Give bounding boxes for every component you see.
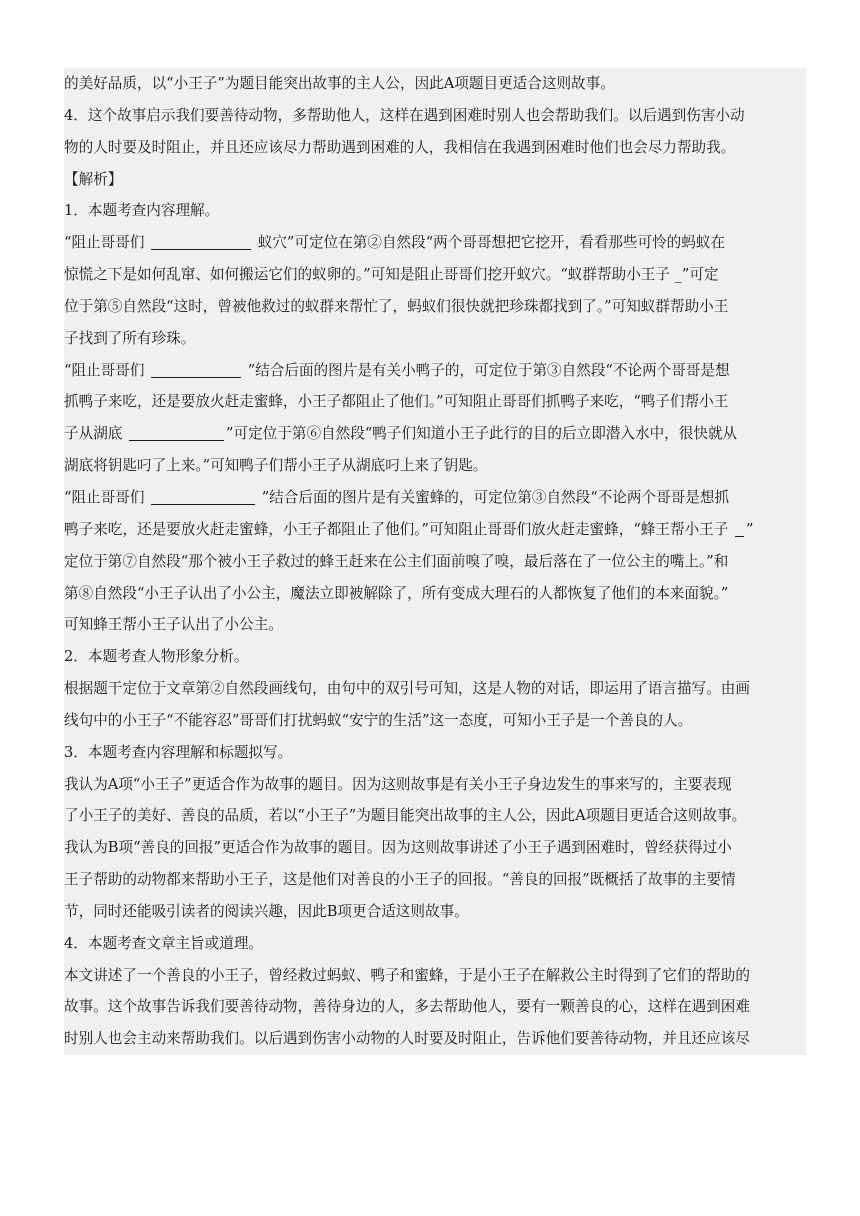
text-line: 定位于第⑦自然段“那个被小王子救过的蜂王赶来在公主们面前嗅了嗅，最后落在了一位公主的嘴上。”和 (64, 552, 729, 570)
text-fragment: “阻止哥哥们 (64, 488, 145, 506)
text-line: 我认为A项“小王子”更适合作为故事的题目。因为这则故事是有关小王子身边发生的事来写的，主要表现 (64, 775, 732, 793)
text-fragment: 蚁穴”可定位在第②自然段“两个哥哥想把它挖开，看看那些可怜的蚂蚁在 (257, 234, 726, 252)
text-line: 线句中的小王子“不能容忍”哥哥们打扰蚂蚁“安宁的生活”这一态度，可知小王子是一个善良的人。 (64, 711, 693, 729)
question-heading: 3．本题考查内容理解和标题拟写。 (64, 743, 293, 761)
text-line: 时别人也会主动来帮助我们。以后遇到伤害小动物的人时要及时阻止，告诉他们要善待动物，并且还应该尽 (64, 1030, 750, 1048)
text-line: 了小王子的美好、善良的品质，若以“小王子”为题目能突出故事的主人公，因此A项题目更适合这则故事。 (64, 807, 747, 825)
text-line: 本文讲述了一个善良的小王子，曾经救过蚂蚁、鸭子和蜜蜂，于是小王子在解救公主时得到了它们的帮助的 (64, 966, 750, 984)
text-line: 抓鸭子来吃，还是要放火赶走蜜蜂，小王子都阻止了他们。”可知阻止哥哥们抓鸭子来吃，“鸭子们帮小王 (64, 393, 729, 411)
text-line: 可知蜂王帮小王子认出了小公主。 (64, 616, 283, 634)
text-line: 根据题干定位于文章第②自然段画线句，由句中的双引号可知，这是人物的对话，即运用了语言描写。由画 (64, 680, 750, 698)
text-line: 王子帮助的动物都来帮助小王子，这是他们对善良的小王子的回报。“善良的回报”既概括了故事的主要情 (64, 871, 736, 889)
text-fragment: “阻止哥哥们 (64, 361, 145, 379)
text-line: 第⑧自然段“小王子认出了小公主，魔法立即被解除了，所有变成大理石的人都恢复了他们的本来面貌。” (64, 584, 729, 602)
text-fragment: 子从湖底 (64, 425, 123, 443)
fill-blank (151, 361, 241, 378)
section-heading: 【解析】 (64, 170, 123, 188)
question-heading: 2．本题考查人物形象分析。 (64, 648, 249, 666)
text-line: 我认为B项“善良的回报”更适合作为故事的题目。因为这则故事讲述了小王子遇到困难时，曾经获得过小 (64, 839, 732, 857)
text-line: 惊慌之下是如何乱窜、如何搬运它们的蚁卵的。”可知是阻止哥哥们挖开蚁穴。“蚁群帮助小王子 _”可定 (64, 266, 719, 284)
text-fragment: ”可定位于第⑥自然段“鸭子们知道小王子此行的目的后立即潜入水中，很快就从 (226, 425, 738, 443)
text-line (64, 482, 806, 514)
text-line: 位于第⑤自然段“这时，曾被他救过的蚁群来帮忙了，蚂蚁们很快就把珍珠都找到了。”可知蚁群帮助小王 (64, 297, 729, 315)
text-fragment: ”结合后面的图片是有关小鸭子的，可定位于第③自然段“不论两个哥哥是想 (247, 361, 730, 379)
fill-blank (151, 488, 255, 505)
fill-blank (735, 520, 744, 537)
question-heading: 1．本题考查内容理解。 (64, 202, 220, 220)
question-heading: 4．本题考查文章主旨或道理。 (64, 934, 264, 952)
text-line: 的美好品质，以“小王子”为题目能突出故事的主人公，因此A项题目更适合这则故事。 (64, 75, 615, 92)
text-fragment: 鸭子来吃，还是要放火赶走蜜蜂，小王子都阻止了他们。”可知阻止哥哥们放火赶走蜜蜂，“蜂王帮小王子 (64, 520, 729, 538)
text-line (64, 418, 806, 450)
text-line: 故事。这个故事告诉我们要善待动物，善待身边的人，多去帮助他人，要有一颗善良的心，这样在遇到困难 (64, 998, 750, 1016)
text-fragment: ” (746, 520, 754, 538)
text-line: 子找到了所有珍珠。 (64, 329, 196, 347)
text-fragment: “阻止哥哥们 (64, 234, 145, 252)
document-body (64, 68, 806, 1055)
text-line: 4．这个故事启示我们要善待动物，多帮助他人，这样在遇到困难时别人也会帮助我们。以后遇到伤害小动 (64, 106, 745, 124)
text-fragment: ”结合后面的图片是有关蜜蜂的，可定位第③自然段“不论两个哥哥是想抓 (261, 488, 730, 506)
text-line (64, 514, 806, 546)
text-line (64, 227, 806, 259)
text-line: 物的人时要及时阻止，并且还应该尽力帮助遇到困难的人，我相信在我遇到困难时他们也会尽力帮助我。 (64, 138, 736, 156)
text-line (64, 355, 806, 387)
fill-blank (151, 233, 251, 250)
text-line: 湖底将钥匙叼了上来。”可知鸭子们帮小王子从湖底叼上来了钥匙。 (64, 457, 488, 475)
fill-blank (129, 424, 224, 441)
text-line: 节，同时还能吸引读者的阅读兴趣，因此B项更合适这则故事。 (64, 902, 469, 920)
